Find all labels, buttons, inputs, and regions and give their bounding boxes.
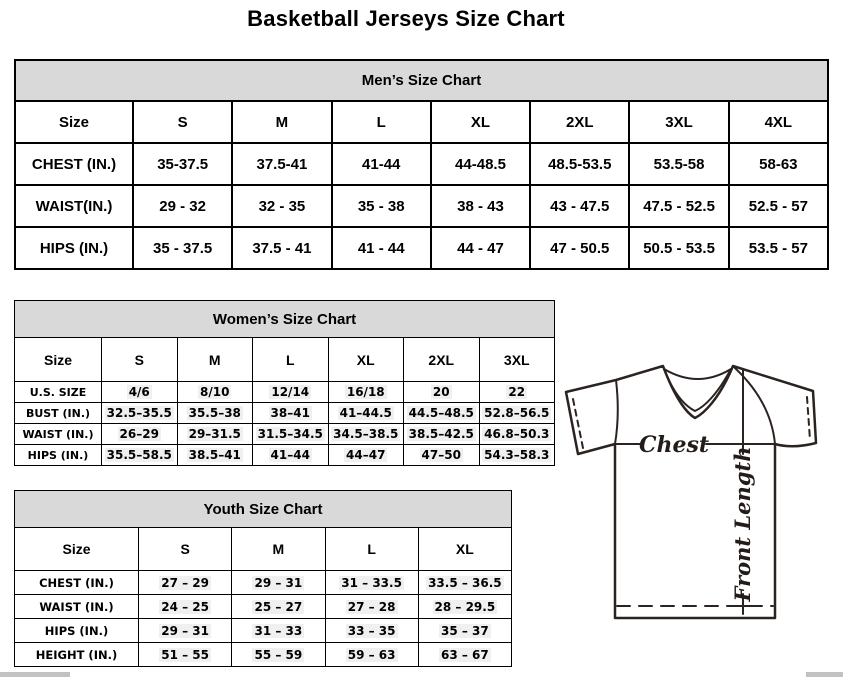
men-column-header: 4XL — [729, 101, 828, 143]
men-column-header: S — [133, 101, 232, 143]
size-value-cell: 16/18 — [328, 382, 404, 403]
size-value-cell: 46.8–50.3 — [479, 424, 555, 445]
size-value-cell: 35 - 38 — [332, 185, 431, 227]
men-column-header: 3XL — [629, 101, 728, 143]
size-value-cell: 55 – 59 — [232, 643, 325, 667]
size-value-cell: 29 – 31 — [139, 619, 232, 643]
womens-table-title: Women’s Size Chart — [15, 301, 555, 338]
size-value-cell: 53.5 - 57 — [729, 227, 828, 269]
size-value-cell: 52.5 - 57 — [729, 185, 828, 227]
men-column-header-row — [15, 101, 828, 143]
size-value-cell: 32.5–35.5 — [102, 403, 178, 424]
youth-table-title: Youth Size Chart — [15, 491, 512, 528]
size-value-cell: 38.5–41 — [177, 445, 253, 466]
youth-measurement-row — [15, 619, 512, 643]
youth-size-table — [14, 490, 512, 667]
men-column-header: XL — [431, 101, 530, 143]
page-title: Basketball Jerseys Size Chart — [247, 6, 565, 31]
size-value-cell: 34.5–38.5 — [328, 424, 404, 445]
row-label: BUST (IN.) — [15, 403, 102, 424]
women-measurement-row — [15, 445, 555, 466]
size-value-cell: 25 – 27 — [232, 595, 325, 619]
size-value-cell: 38 - 43 — [431, 185, 530, 227]
row-label: CHEST (IN.) — [15, 143, 133, 185]
size-value-cell: 37.5-41 — [232, 143, 331, 185]
youth-column-header: L — [325, 528, 418, 571]
size-value-cell: 28 – 29.5 — [418, 595, 511, 619]
men-measurement-row — [15, 143, 828, 185]
youth-measurement-row — [15, 571, 512, 595]
size-value-cell: 54.3–58.3 — [479, 445, 555, 466]
size-value-cell: 48.5-53.5 — [530, 143, 629, 185]
women-column-header: S — [102, 338, 178, 382]
size-value-cell: 50.5 - 53.5 — [629, 227, 728, 269]
youth-measurement-row — [15, 643, 512, 667]
row-label: HIPS (IN.) — [15, 227, 133, 269]
women-column-header: M — [177, 338, 253, 382]
mens-table-caption-row — [15, 60, 828, 101]
size-value-cell: 47 - 50.5 — [530, 227, 629, 269]
men-measurement-row — [15, 227, 828, 269]
size-value-cell: 27 – 28 — [325, 595, 418, 619]
men-measurement-row — [15, 185, 828, 227]
men-column-header: L — [332, 101, 431, 143]
size-value-cell: 29 – 31 — [232, 571, 325, 595]
size-value-cell: 52.8–56.5 — [479, 403, 555, 424]
scrollbar-fragment-left[interactable] — [0, 672, 70, 677]
size-value-cell: 43 - 47.5 — [530, 185, 629, 227]
row-label: WAIST(IN.) — [15, 185, 133, 227]
size-value-cell: 51 – 55 — [139, 643, 232, 667]
youth-column-header-row — [15, 528, 512, 571]
mens-size-table — [14, 59, 829, 270]
size-value-cell: 38.5–42.5 — [404, 424, 480, 445]
size-value-cell: 31 – 33.5 — [325, 571, 418, 595]
row-label: HIPS (IN.) — [15, 619, 139, 643]
men-column-header: Size — [15, 101, 133, 143]
youth-column-header: XL — [418, 528, 511, 571]
size-value-cell: 41 - 44 — [332, 227, 431, 269]
size-value-cell: 59 – 63 — [325, 643, 418, 667]
size-value-cell: 38–41 — [253, 403, 329, 424]
size-value-cell: 53.5-58 — [629, 143, 728, 185]
size-value-cell: 12/14 — [253, 382, 329, 403]
size-value-cell: 63 – 67 — [418, 643, 511, 667]
size-value-cell: 35.5–38 — [177, 403, 253, 424]
womens-table-caption-row — [15, 301, 555, 338]
size-value-cell: 35 - 37.5 — [133, 227, 232, 269]
size-value-cell: 27 – 29 — [139, 571, 232, 595]
women-column-header-row — [15, 338, 555, 382]
chest-label: Chest — [638, 432, 710, 458]
size-value-cell: 44.5–48.5 — [404, 403, 480, 424]
womens-size-table — [14, 300, 555, 466]
size-value-cell: 41-44 — [332, 143, 431, 185]
size-value-cell: 31 – 33 — [232, 619, 325, 643]
size-value-cell: 35 – 37 — [418, 619, 511, 643]
women-column-header: XL — [328, 338, 404, 382]
size-value-cell: 29–31.5 — [177, 424, 253, 445]
size-value-cell: 22 — [479, 382, 555, 403]
size-value-cell: 31.5–34.5 — [253, 424, 329, 445]
size-value-cell: 4/6 — [102, 382, 178, 403]
scrollbar-fragment-right[interactable] — [806, 672, 843, 677]
size-value-cell: 44 - 47 — [431, 227, 530, 269]
men-column-header: 2XL — [530, 101, 629, 143]
size-value-cell: 44–47 — [328, 445, 404, 466]
collar-back-curve — [664, 369, 731, 379]
size-value-cell: 29 - 32 — [133, 185, 232, 227]
women-measurement-row — [15, 382, 555, 403]
mens-size-table-grid — [14, 59, 829, 270]
youth-column-header: S — [139, 528, 232, 571]
size-value-cell: 20 — [404, 382, 480, 403]
size-value-cell: 35-37.5 — [133, 143, 232, 185]
size-value-cell: 47.5 - 52.5 — [629, 185, 728, 227]
size-value-cell: 24 – 25 — [139, 595, 232, 619]
women-measurement-row — [15, 403, 555, 424]
size-value-cell: 26–29 — [102, 424, 178, 445]
size-value-cell: 8/10 — [177, 382, 253, 403]
women-measurement-row — [15, 424, 555, 445]
size-value-cell: 37.5 - 41 — [232, 227, 331, 269]
women-column-header: Size — [15, 338, 102, 382]
women-column-header: 2XL — [404, 338, 480, 382]
row-label: WAIST (IN.) — [15, 424, 102, 445]
womens-size-table-grid — [14, 300, 555, 466]
youth-table-caption-row — [15, 491, 512, 528]
row-label: CHEST (IN.) — [15, 571, 139, 595]
size-value-cell: 33 – 35 — [325, 619, 418, 643]
size-value-cell: 41–44 — [253, 445, 329, 466]
row-label: HIPS (IN.) — [15, 445, 102, 466]
women-column-header: 3XL — [479, 338, 555, 382]
size-value-cell: 32 - 35 — [232, 185, 331, 227]
youth-column-header: Size — [15, 528, 139, 571]
women-column-header: L — [253, 338, 329, 382]
jersey-diagram-svg — [558, 356, 840, 636]
mens-table-title: Men’s Size Chart — [15, 60, 828, 101]
size-value-cell: 47–50 — [404, 445, 480, 466]
youth-measurement-row — [15, 595, 512, 619]
row-label: HEIGHT (IN.) — [15, 643, 139, 667]
row-label: U.S. SIZE — [15, 382, 102, 403]
size-value-cell: 33.5 – 36.5 — [418, 571, 511, 595]
size-value-cell: 41–44.5 — [328, 403, 404, 424]
size-value-cell: 44-48.5 — [431, 143, 530, 185]
size-value-cell: 35.5–58.5 — [102, 445, 178, 466]
youth-column-header: M — [232, 528, 325, 571]
row-label: WAIST (IN.) — [15, 595, 139, 619]
size-value-cell: 58-63 — [729, 143, 828, 185]
jersey-outline — [566, 366, 816, 618]
men-column-header: M — [232, 101, 331, 143]
jersey-measurement-diagram — [558, 356, 840, 636]
youth-size-table-grid — [14, 490, 512, 667]
front-length-label: Front Length — [730, 446, 755, 602]
